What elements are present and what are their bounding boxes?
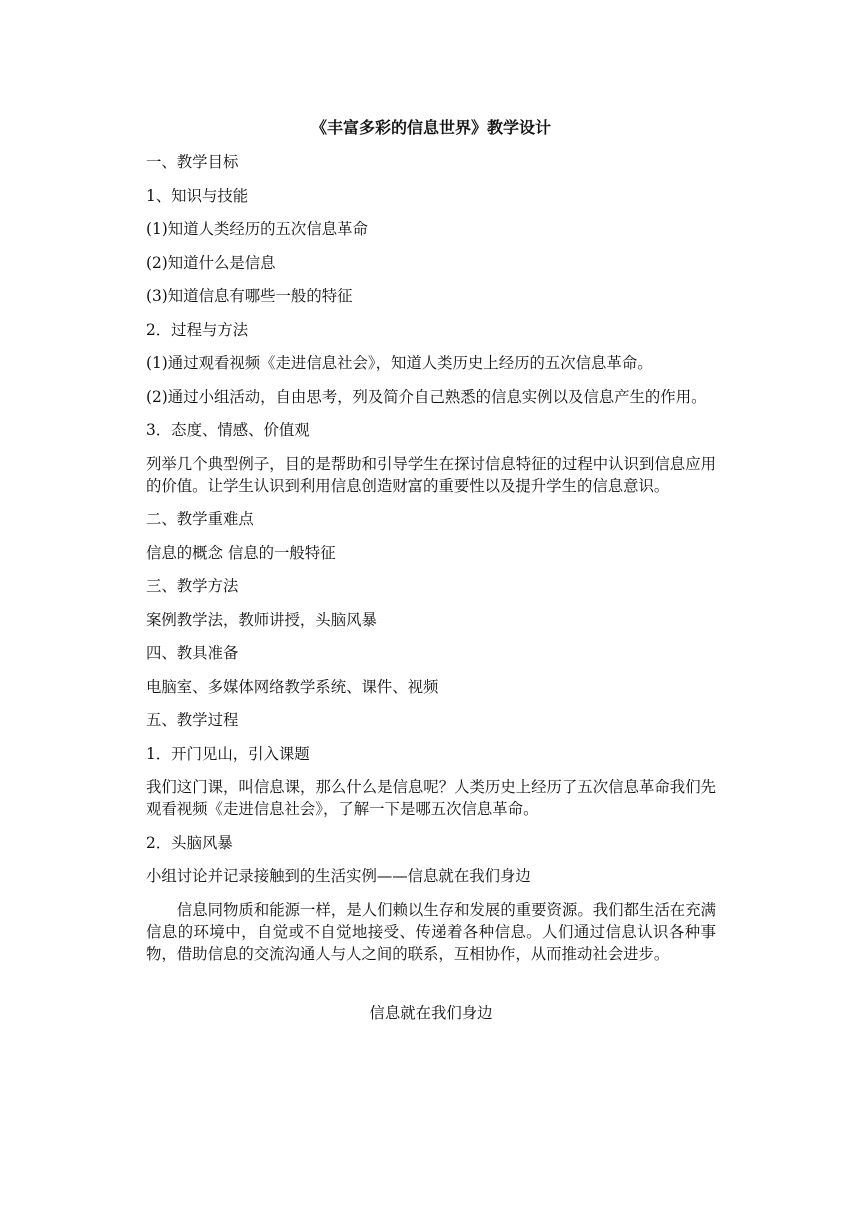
subheading-brainstorm: 2．头脑风暴 (146, 833, 233, 852)
section-heading-key-points: 二、教学重难点 (146, 510, 254, 528)
spacer (146, 976, 716, 1002)
list-item: (2)通过小组活动，自由思考，列及简介自己熟悉的信息实例以及信息产生的作用。 (146, 387, 707, 406)
section-heading-teaching-goals: 一、教学目标 (146, 153, 239, 171)
subheading-introduction: 1．开门见山，引入课题 (146, 744, 310, 763)
body-paragraph: 列举几个典型例子，目的是帮助和引导学生在探讨信息特征的过程中认识到信息应用的价值。让学生认识到利用信息创造财富的重要性以及提升学生的信息意识。 (146, 454, 716, 495)
list-item: (2)知道什么是信息 (146, 253, 276, 272)
document-title: 《丰富多彩的信息世界》教学设计 (310, 118, 551, 137)
subheading-knowledge-skills: 1、知识与技能 (146, 186, 249, 205)
section-heading-teaching-aids: 四、教具准备 (146, 644, 239, 662)
list-item: (3)知道信息有哪些一般的特征 (146, 287, 353, 305)
section-heading-teaching-process: 五、教学过程 (146, 711, 239, 729)
list-item: (1)知道人类经历的五次信息革命 (146, 220, 368, 238)
body-paragraph: 案例教学法，教师讲授，头脑风暴 (146, 610, 377, 629)
centered-caption: 信息就在我们身边 (369, 1004, 493, 1022)
body-paragraph: 我们这门课，叫信息课，那么什么是信息呢？人类历史上经历了五次信息革命我们先观看视频《走进信息社会》，了解一下是哪五次信息革命。 (146, 778, 716, 818)
subheading-attitude-values: 3．态度、情感、价值观 (146, 421, 310, 439)
subheading-process-method: 2．过程与方法 (146, 320, 249, 339)
body-paragraph: 小组讨论并记录接触到的生活实例——信息就在我们身边 (146, 867, 531, 885)
list-item: (1)通过观看视频《走进信息社会》，知道人类历史上经历的五次信息革命。 (146, 354, 653, 372)
section-heading-teaching-methods: 三、教学方法 (146, 577, 239, 595)
document-body (146, 117, 716, 1036)
body-paragraph: 信息的概念 信息的一般特征 (146, 543, 336, 562)
body-paragraph-indented: 信息同物质和能源一样，是人们赖以生存和发展的重要资源。我们都生活在充满信息的环境中，自觉或不自觉地接受、传递着各种信息。人们通过信息认识各种事物，借助信息的交流沟通人与人之间的联系，互相协作，从而推动社会进步。 (146, 900, 716, 963)
body-paragraph: 电脑室、多媒体网络教学系统、课件、视频 (146, 677, 439, 696)
